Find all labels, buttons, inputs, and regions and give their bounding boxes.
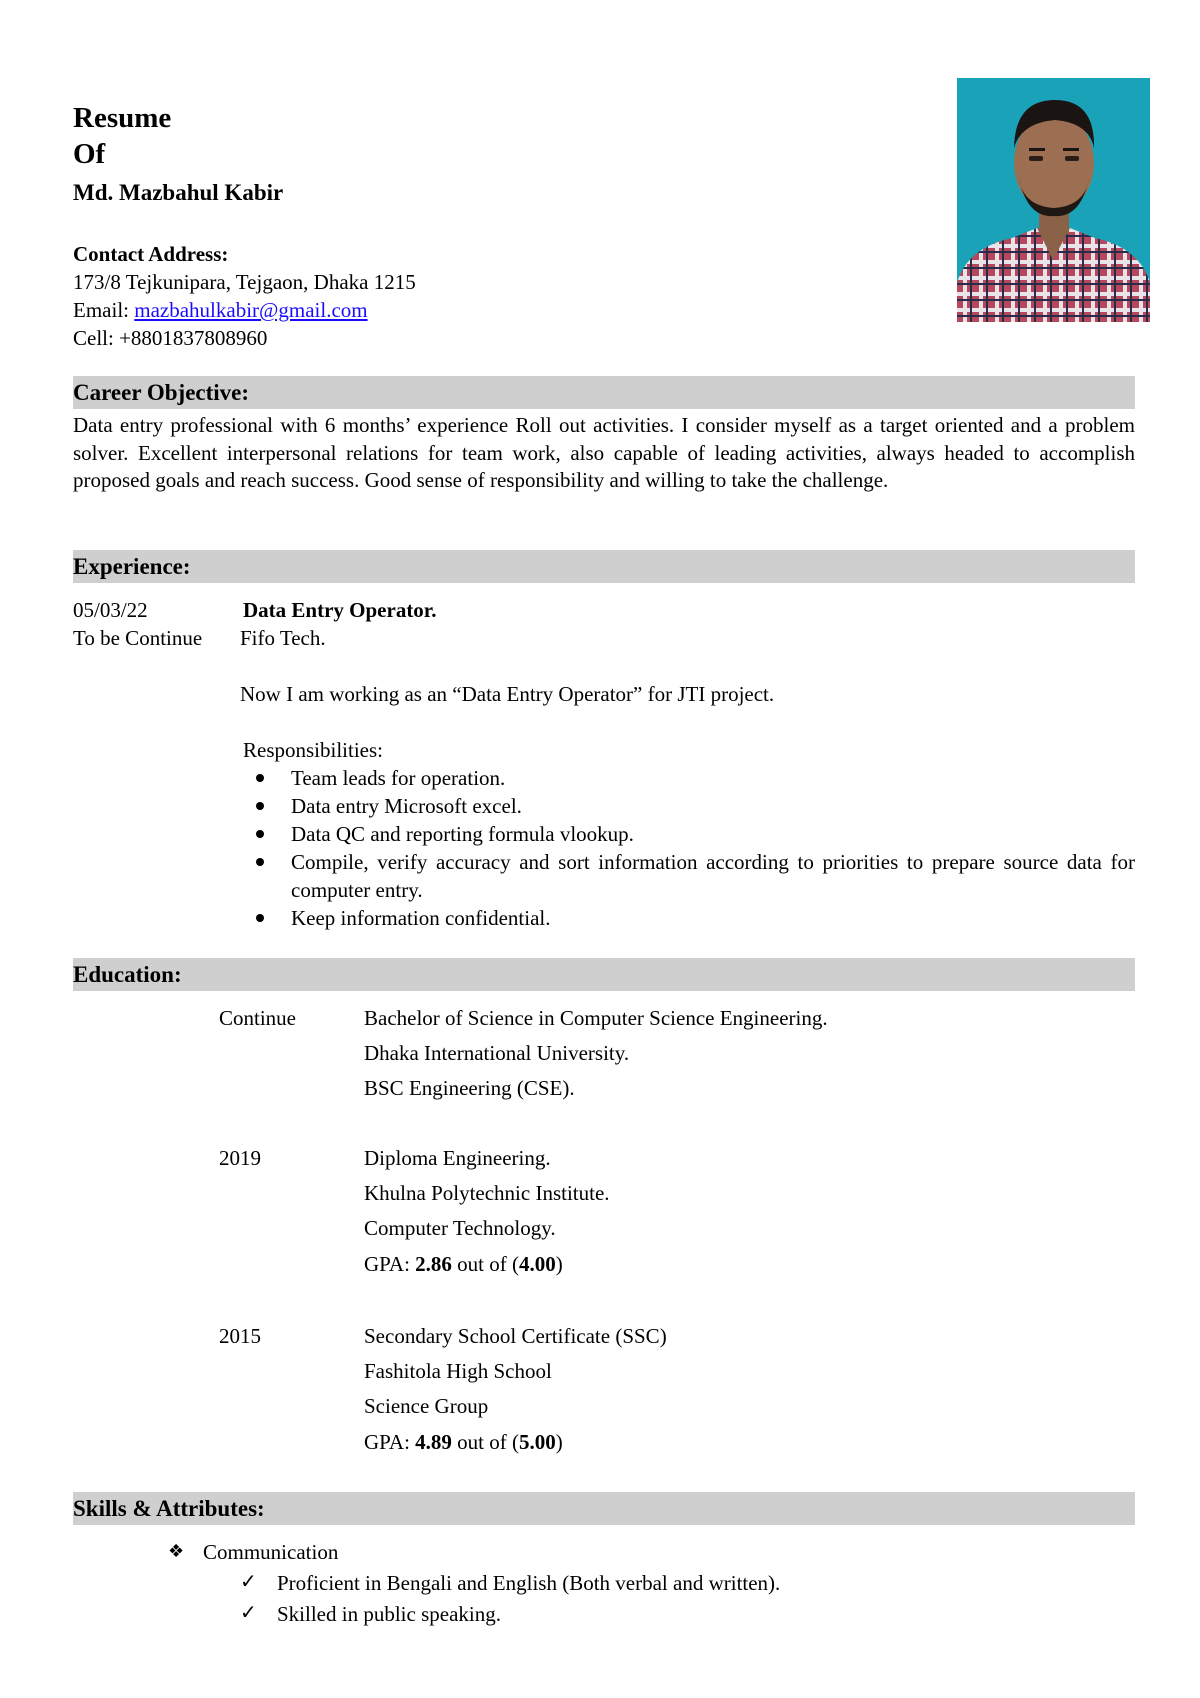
gpa-label: GPA:	[364, 1252, 416, 1276]
contact-heading: Contact Address:	[73, 242, 229, 266]
email-link[interactable]: mazbahulkabir@gmail.com	[134, 298, 368, 322]
experience-bar	[73, 550, 1135, 583]
gpa-label: GPA:	[364, 1430, 416, 1454]
career-objective-bar	[73, 376, 1135, 409]
skill-category: Communication	[203, 1540, 339, 1564]
education-line: BSC Engineering (CSE).	[364, 1076, 575, 1100]
contact-email	[73, 296, 368, 324]
career-objective-heading: Career Objective:	[73, 380, 250, 405]
gpa-mid: out of (	[451, 1430, 519, 1454]
education-line: Diploma Engineering.	[364, 1146, 551, 1170]
education-gpa	[364, 1428, 563, 1456]
email-label: Email:	[73, 298, 135, 322]
education-line: Science Group	[364, 1394, 489, 1418]
bullet-icon	[256, 802, 264, 810]
responsibilities-heading: Responsibilities:	[243, 738, 384, 762]
resume-title-of: Of	[73, 138, 106, 170]
resume-title: Resume	[73, 102, 172, 134]
gpa-value: 4.89	[415, 1430, 452, 1454]
experience-summary: Now I am working as an “Data Entry Operator” for JTI project.	[240, 682, 775, 706]
education-year: 2015	[219, 1324, 261, 1348]
gpa-mid: out of (	[451, 1252, 519, 1276]
experience-company: Fifo Tech.	[240, 626, 326, 650]
contact-cell: Cell: +8801837808960	[73, 326, 268, 350]
gpa-end: )	[555, 1252, 563, 1276]
checkmark-icon: ✓	[240, 1569, 257, 1593]
education-line: Secondary School Certificate (SSC)	[364, 1324, 667, 1348]
education-line: Dhaka International University.	[364, 1041, 630, 1065]
experience-role: Data Entry Operator.	[243, 598, 437, 622]
gpa-max: 5.00	[519, 1430, 556, 1454]
portrait-image	[957, 78, 1150, 322]
education-line: Fashitola High School	[364, 1359, 552, 1383]
education-year: Continue	[219, 1006, 296, 1030]
profile-photo	[957, 78, 1150, 322]
bullet-icon	[256, 774, 264, 782]
gpa-end: )	[555, 1430, 563, 1454]
diamond-bullet-icon: ❖	[168, 1541, 185, 1562]
bullet-icon	[256, 858, 264, 866]
responsibility-item: Keep information confidential.	[291, 906, 551, 930]
career-objective-text: Data entry professional with 6 months’ experience Roll out activities. I consider myself as a target oriented and a problem solver. Excellent interpersonal relations for team work, also capable of leading activities, always headed to accomplish proposed goals and reach success. Good sense of responsibility and willing to take the challenge.	[73, 413, 1135, 492]
skill-item: Proficient in Bengali and English (Both verbal and written).	[277, 1571, 781, 1595]
experience-heading: Experience:	[73, 554, 191, 579]
bullet-icon	[256, 914, 264, 922]
education-line: Khulna Polytechnic Institute.	[364, 1181, 610, 1205]
bullet-icon	[256, 830, 264, 838]
checkmark-icon: ✓	[240, 1600, 257, 1624]
skill-item: Skilled in public speaking.	[277, 1602, 501, 1626]
responsibility-item: Data entry Microsoft excel.	[291, 794, 522, 818]
education-line: Bachelor of Science in Computer Science Engineering.	[364, 1006, 828, 1030]
responsibility-item: Team leads for operation.	[291, 766, 506, 790]
experience-end-date: To be Continue	[73, 626, 203, 650]
skills-heading: Skills & Attributes:	[73, 1496, 265, 1521]
education-year: 2019	[219, 1146, 261, 1170]
skills-bar	[73, 1492, 1135, 1525]
experience-start-date: 05/03/22	[73, 598, 148, 622]
education-line: Computer Technology.	[364, 1216, 556, 1240]
education-gpa	[364, 1250, 563, 1278]
education-bar	[73, 958, 1135, 991]
gpa-max: 4.00	[519, 1252, 556, 1276]
responsibility-item: Compile, verify accuracy and sort information according to priorities to prepare source data for computer entry.	[291, 850, 1135, 902]
responsibility-item: Data QC and reporting formula vlookup.	[291, 822, 634, 846]
candidate-name: Md. Mazbahul Kabir	[73, 180, 284, 205]
gpa-value: 2.86	[415, 1252, 452, 1276]
education-heading: Education:	[73, 962, 182, 987]
contact-address: 173/8 Tejkunipara, Tejgaon, Dhaka 1215	[73, 270, 416, 294]
